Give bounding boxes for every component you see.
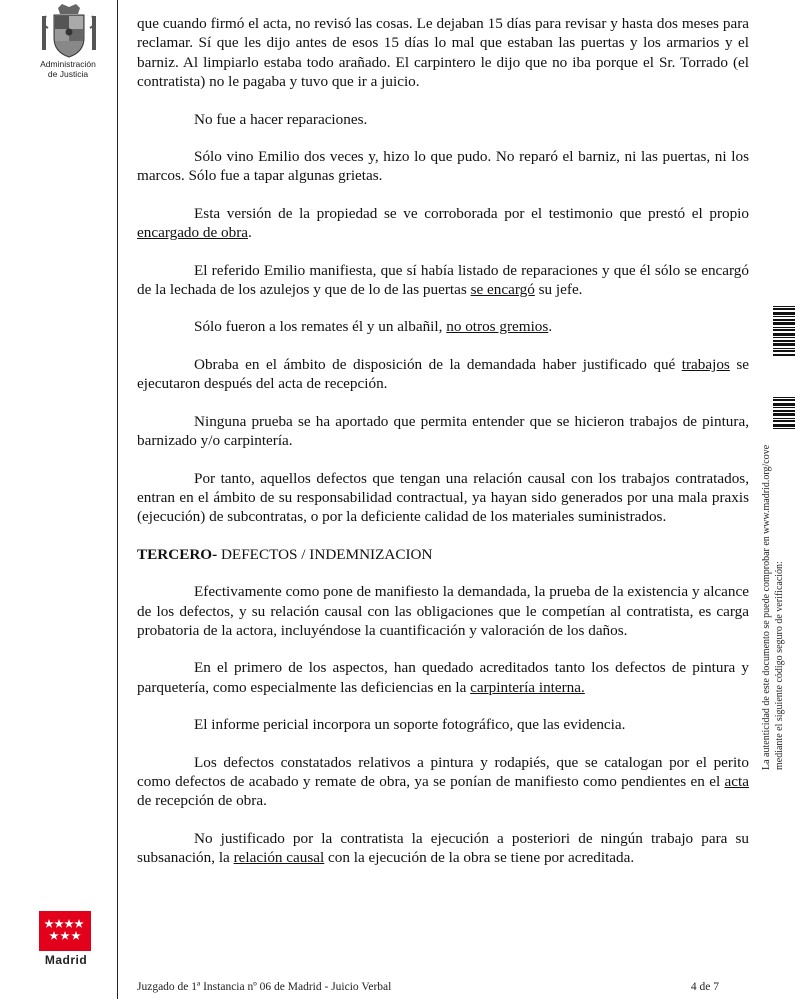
madrid-flag-icon — [39, 911, 91, 951]
margin-rule — [117, 0, 118, 999]
paragraph: Por tanto, aquellos defectos que tengan una relación causal con los trabajos contratados, entran en el ámbito de su responsabilidad contractual, ya hayan sido generados por una mala praxis (ejecución) de subcontratas, o por la deficiente calidad de los materiales suministrados. — [137, 469, 749, 526]
paragraph: Efectivamente como pone de manifiesto la demandada, la prueba de la existencia y alcance de los defectos, y su relación causal con las obligaciones que le competían al contratista, es carga probatoria de la actora, incluyéndose la cuantificación y valoración de los daños. — [137, 583, 749, 639]
underlined-text: acta — [724, 772, 749, 790]
paragraph: Sólo fueron a los remates él y un albañil, no otros gremios. — [194, 318, 553, 336]
verification-url: www.madrid.org/cove — [761, 444, 772, 534]
paragraph: El informe pericial incorpora un soporte fotográfico, que las evidencia. — [194, 716, 626, 734]
paragraph: El referido Emilio manifiesta, que sí había listado de reparaciones y que él sólo se encargó de la lechada de los azulejos y que de lo de las puertas se encargó su jefe. — [137, 261, 749, 299]
underlined-text: no otros gremios — [446, 318, 549, 336]
paragraph: Ninguna prueba se ha aportado que permita entender que se hicieron trabajos de pintura, barnizado y/o carpintería. — [137, 412, 749, 450]
section-heading: TERCERO- DEFECTOS / INDEMNIZACION — [137, 545, 433, 563]
paragraph: Los defectos constatados relativos a pintura y rodapiés, que se catalogan por el perito como defectos de acabado y remate de obra, ya se ponían de manifiesto como pendientes en el acta de recepción de obra. — [137, 753, 749, 810]
verification-note — [760, 400, 800, 770]
verification-line-1: La autenticidad de este documento se puede comprobar en — [761, 536, 772, 770]
organization-label: Administración de Justicia — [40, 59, 96, 79]
underlined-text: encargado de obra — [137, 224, 249, 242]
page-footer — [137, 981, 719, 993]
verification-line-2: mediante el siguiente código seguro de verificación: — [774, 561, 785, 770]
paragraph: En el primero de los aspectos, han quedado acreditados tanto los defectos de pintura y parquetería, como especialmente las deficiencias en la carpintería interna. — [137, 659, 749, 696]
paragraph: Esta versión de la propiedad se ve corroborada por el testimonio que prestó el propio encargado de obra. — [137, 204, 749, 242]
barcode-icon — [773, 306, 795, 361]
paragraph: Obraba en el ámbito de disposición de la demandada haber justificado qué trabajos se ejecutaron después del acta de recepción. — [137, 355, 749, 393]
underlined-text: relación causal — [233, 849, 325, 867]
paragraph: No justificado por la contratista la ejecución a posteriori de ningún trabajo para su subsanación, la relación causal con la ejecución de la obra se tiene por acreditada. — [137, 829, 749, 867]
page-number: 4 de 7 — [690, 981, 719, 993]
paragraph: Sólo vino Emilio dos veces y, hizo lo que pudo. No reparó el barniz, ni las puertas, ni los marcos. Sólo fue a tapar algunas grietas. — [137, 148, 749, 185]
coat-of-arms-icon — [38, 2, 100, 60]
document-body — [137, 14, 749, 868]
madrid-logo-label: Madrid — [44, 953, 88, 967]
footer-court: Juzgado de 1ª Instancia nº 06 de Madrid - Juicio Verbal — [137, 981, 392, 993]
paragraph: No fue a hacer reparaciones. — [194, 110, 368, 128]
underlined-text: carpintería interna. — [470, 678, 585, 696]
paragraph: que cuando firmó el acta, no revisó las cosas. Le dejaban 15 días para revisar y hasta dos meses para reclamar. Sí que les dijo antes de esos 15 días lo mal que estaban las puertas y los armarios y el barniz. Al limpiarlo estaba todo arañado. El carpintero le dijo que no iba porque el Sr. Torrado (el contratista) no le pagaba y tuvo que ir a juicio. — [137, 15, 749, 91]
underlined-text: trabajos — [681, 355, 730, 373]
underlined-text: se encargó — [470, 281, 535, 299]
